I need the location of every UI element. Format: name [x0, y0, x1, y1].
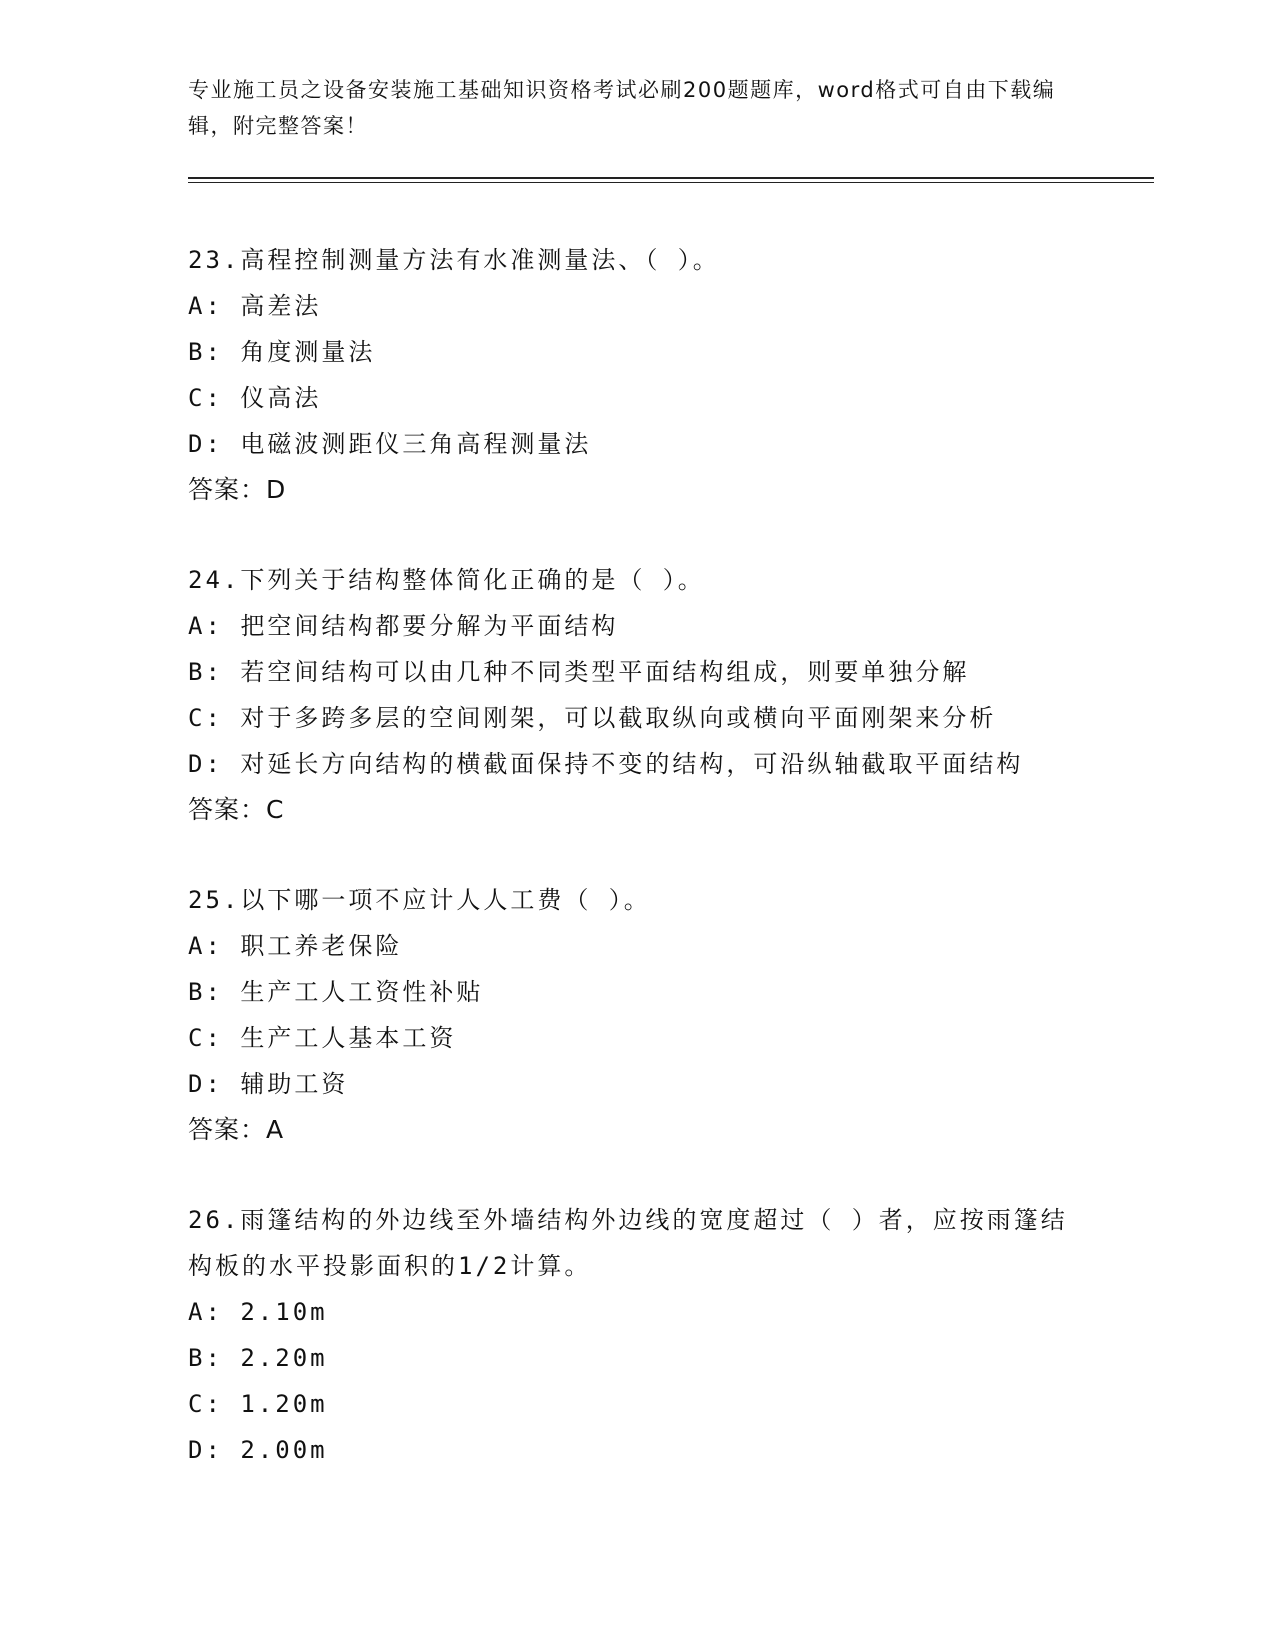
question-25	[188, 877, 1088, 1153]
option-d: D: 2.00m	[188, 1436, 328, 1464]
header-divider-thin	[188, 182, 1154, 183]
question-list	[188, 237, 1088, 1517]
question-stem: 24.下列关于结构整体简化正确的是（ ）。	[188, 566, 705, 594]
option-b: B: 若空间结构可以由几种不同类型平面结构组成，则要单独分解	[188, 658, 970, 686]
answer-line: 答案：A	[188, 1115, 285, 1144]
question-23	[188, 237, 1088, 513]
option-d: D: 电磁波测距仪三角高程测量法	[188, 430, 592, 458]
option-a: A: 把空间结构都要分解为平面结构	[188, 612, 619, 640]
question-stem: 25.以下哪一项不应计人人工费（ ）。	[188, 886, 651, 914]
option-b: B: 2.20m	[188, 1344, 328, 1372]
option-c: C: 对于多跨多层的空间刚架，可以截取纵向或横向平面刚架来分析	[188, 704, 997, 732]
option-a: A: 2.10m	[188, 1298, 328, 1326]
document-header	[188, 72, 1088, 144]
option-a: A: 高差法	[188, 292, 322, 320]
option-b: B: 生产工人工资性补贴	[188, 978, 484, 1006]
option-b: B: 角度测量法	[188, 338, 376, 366]
header-divider-thick	[188, 177, 1154, 179]
option-c: C: 生产工人基本工资	[188, 1024, 457, 1052]
question-24	[188, 557, 1088, 833]
header-text: 专业施工员之设备安装施工基础知识资格考试必刷200题题库，word格式可自由下载编辑，附完整答案！	[188, 78, 1056, 138]
question-stem: 26.雨篷结构的外边线至外墙结构外边线的宽度超过（ ）者，应按雨篷结构板的水平投影面积的1/2计算。	[188, 1206, 1068, 1280]
option-c: C: 仪高法	[188, 384, 322, 412]
option-d: D: 辅助工资	[188, 1070, 349, 1098]
question-26	[188, 1197, 1088, 1473]
option-a: A: 职工养老保险	[188, 932, 403, 960]
answer-line: 答案：D	[188, 475, 287, 504]
option-d: D: 对延长方向结构的横截面保持不变的结构，可沿纵轴截取平面结构	[188, 750, 1024, 778]
question-stem: 23.高程控制测量方法有水准测量法、（ ）。	[188, 246, 720, 274]
option-c: C: 1.20m	[188, 1390, 328, 1418]
answer-line: 答案：C	[188, 795, 285, 824]
